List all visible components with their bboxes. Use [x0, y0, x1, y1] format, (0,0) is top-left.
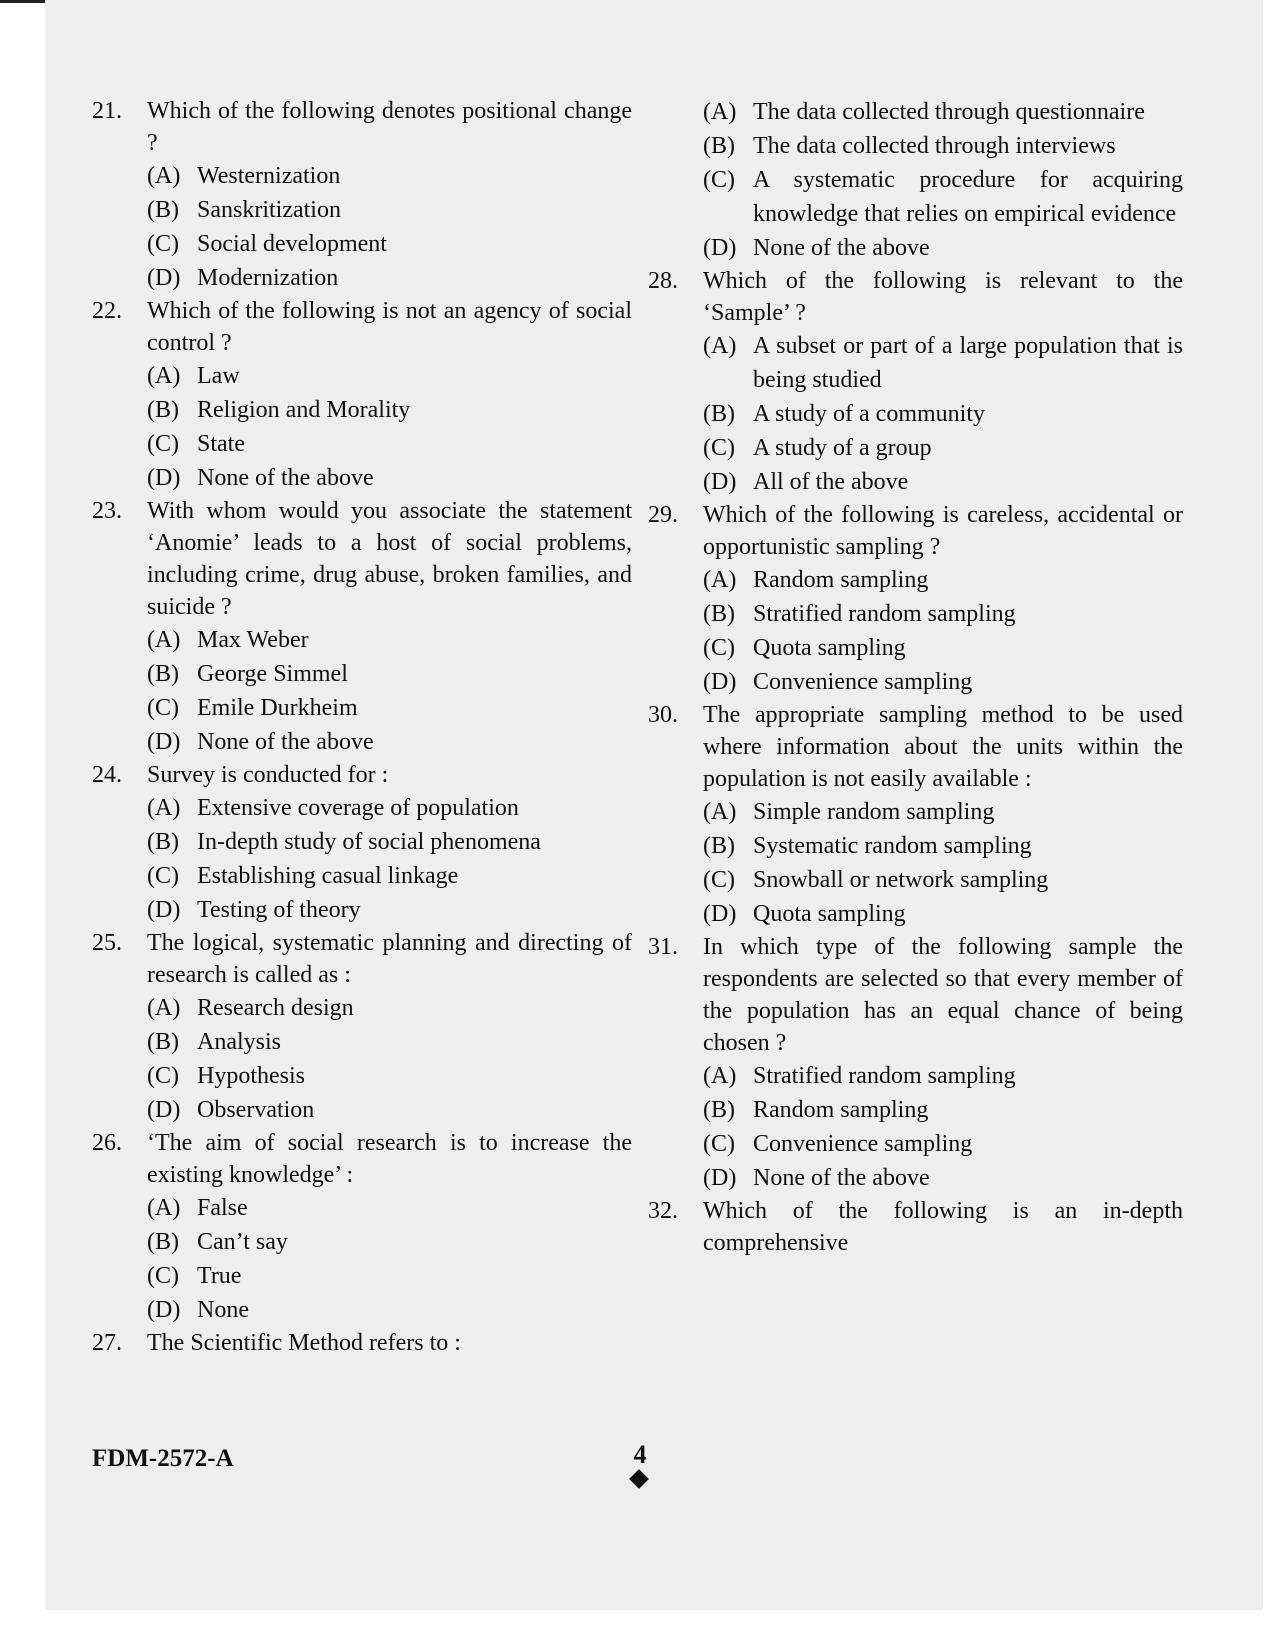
option-text: A systematic procedure for acquiring knowledge that relies on empirical evidence: [753, 167, 1183, 227]
question-stem: [92, 495, 632, 623]
question-number: 27.: [92, 1330, 122, 1356]
option-label: (A): [703, 1063, 737, 1089]
question-stem: [648, 699, 1183, 795]
answer-option: [648, 1127, 1183, 1161]
answer-option: [648, 863, 1183, 897]
option-label: (A): [147, 627, 181, 653]
answer-option: [648, 95, 1183, 129]
answer-option: [648, 1161, 1183, 1195]
option-text: False: [197, 1195, 248, 1221]
option-text: Random sampling: [753, 1097, 929, 1123]
answer-option: [92, 991, 632, 1025]
answer-option: [648, 329, 1183, 397]
question-block: [648, 265, 1183, 499]
option-label: (B): [703, 401, 735, 427]
question-stem: [92, 1327, 632, 1359]
answer-option: [648, 129, 1183, 163]
question-text: Which of the following denotes positional change ?: [147, 98, 632, 156]
option-label: (D): [703, 235, 737, 261]
question-block: [92, 927, 632, 1127]
option-label: (B): [147, 1029, 179, 1055]
answer-option: [92, 1225, 632, 1259]
question-text: In which type of the following sample the respondents are selected so that every member of the population has an equal chance of being chosen ?: [703, 934, 1183, 1056]
option-label: (C): [147, 1263, 179, 1289]
option-label: (D): [147, 1097, 181, 1123]
question-text: ‘The aim of social research is to increase the existing knowledge’ :: [147, 1130, 632, 1188]
question-block: [92, 495, 632, 759]
answer-option: [648, 1059, 1183, 1093]
option-text: None: [197, 1297, 249, 1323]
answer-option: [92, 725, 632, 759]
answer-option: [92, 791, 632, 825]
option-text: Snowball or network sampling: [753, 867, 1049, 893]
option-text: A study of a group: [753, 435, 932, 461]
question-number: 30.: [648, 702, 678, 728]
question-stem: [92, 1127, 632, 1191]
question-stem: [648, 499, 1183, 563]
option-label: (A): [703, 799, 737, 825]
question-text: Which of the following is relevant to the ‘Sample’ ?: [703, 268, 1183, 326]
option-label: (D): [147, 729, 181, 755]
option-label: (B): [147, 1229, 179, 1255]
option-text: None of the above: [753, 1165, 930, 1191]
option-label: (D): [703, 669, 737, 695]
option-label: (C): [703, 867, 735, 893]
question-text: With whom would you associate the statement ‘Anomie’ leads to a host of social problems, including crime, drug abuse, broken families, and suicide ?: [147, 498, 632, 620]
option-text: Stratified random sampling: [753, 1063, 1016, 1089]
question-block: [648, 1195, 1183, 1259]
option-label: (C): [147, 695, 179, 721]
option-text: George Simmel: [197, 661, 348, 687]
option-label: (A): [703, 99, 737, 125]
question-stem: [92, 295, 632, 359]
option-text: None of the above: [197, 465, 374, 491]
question-block: [92, 1127, 632, 1327]
option-text: Research design: [197, 995, 354, 1021]
option-text: Hypothesis: [197, 1063, 305, 1089]
answer-option: [648, 897, 1183, 931]
question-block: [648, 931, 1183, 1195]
question-number: 21.: [92, 98, 122, 124]
answer-option: [648, 631, 1183, 665]
option-label: (D): [703, 901, 737, 927]
question-number: 22.: [92, 298, 122, 324]
answer-option: [92, 461, 632, 495]
option-text: Random sampling: [753, 567, 929, 593]
answer-option: [92, 227, 632, 261]
question-stem: [648, 265, 1183, 329]
option-label: (D): [147, 265, 181, 291]
left-column: [92, 95, 632, 1359]
answer-option: [648, 465, 1183, 499]
option-text: Simple random sampling: [753, 799, 995, 825]
answer-option: [648, 231, 1183, 265]
answer-option: [648, 795, 1183, 829]
option-text: Observation: [197, 1097, 315, 1123]
question-block: [92, 759, 632, 927]
question-stem: [92, 927, 632, 991]
question-text: Survey is conducted for :: [147, 762, 389, 788]
right-column: [648, 95, 1183, 1259]
answer-option: [92, 1025, 632, 1059]
option-text: Westernization: [197, 163, 341, 189]
option-text: Sanskritization: [197, 197, 341, 223]
question-text: Which of the following is careless, accidental or opportunistic sampling ?: [703, 502, 1183, 560]
option-label: (D): [147, 897, 181, 923]
option-label: (A): [147, 795, 181, 821]
answer-option: [648, 397, 1183, 431]
option-text: The data collected through questionnaire: [753, 99, 1145, 125]
option-text: Extensive coverage of population: [197, 795, 519, 821]
question-text: The appropriate sampling method to be used where information about the units within the population is not easily available :: [703, 702, 1183, 792]
option-label: (C): [147, 431, 179, 457]
question-block: [648, 95, 1183, 265]
option-text: Stratified random sampling: [753, 601, 1016, 627]
paper-code: FDM-2572-A: [92, 1445, 234, 1472]
answer-option: [92, 393, 632, 427]
option-text: True: [197, 1263, 242, 1289]
question-text: The logical, systematic planning and directing of research is called as :: [147, 930, 632, 988]
question-number: 32.: [648, 1198, 678, 1224]
option-text: Can’t say: [197, 1229, 288, 1255]
option-text: All of the above: [753, 469, 909, 495]
answer-option: [648, 563, 1183, 597]
option-text: State: [197, 431, 245, 457]
question-block: [92, 1327, 632, 1359]
option-text: Testing of theory: [197, 897, 361, 923]
answer-option: [92, 623, 632, 657]
answer-option: [648, 597, 1183, 631]
option-label: (C): [703, 167, 735, 193]
answer-option: [92, 261, 632, 295]
option-label: (A): [147, 363, 181, 389]
question-stem: [648, 931, 1183, 1059]
option-text: Quota sampling: [753, 635, 906, 661]
option-text: Emile Durkheim: [197, 695, 358, 721]
answer-option: [648, 431, 1183, 465]
answer-option: [92, 691, 632, 725]
question-block: [648, 499, 1183, 699]
option-text: Law: [197, 363, 240, 389]
answer-option: [92, 1093, 632, 1127]
question-number: 31.: [648, 934, 678, 960]
option-label: (C): [147, 1063, 179, 1089]
option-text: None of the above: [197, 729, 374, 755]
question-text: Which of the following is an in-depth comprehensive: [703, 1198, 1183, 1256]
option-label: (C): [703, 1131, 735, 1157]
option-text: Social development: [197, 231, 387, 257]
answer-option: [92, 1259, 632, 1293]
option-label: (B): [147, 397, 179, 423]
option-label: (D): [147, 465, 181, 491]
question-number: 23.: [92, 498, 122, 524]
option-text: Quota sampling: [753, 901, 906, 927]
option-text: Convenience sampling: [753, 669, 973, 695]
option-text: A study of a community: [753, 401, 985, 427]
page-number: 4: [633, 1440, 647, 1469]
answer-option: [648, 665, 1183, 699]
question-stem: [648, 1195, 1183, 1259]
option-label: (D): [147, 1297, 181, 1323]
question-block: [92, 95, 632, 295]
question-number: 28.: [648, 268, 678, 294]
answer-option: [92, 159, 632, 193]
option-text: Establishing casual linkage: [197, 863, 459, 889]
answer-option: [648, 829, 1183, 863]
question-number: 29.: [648, 502, 678, 528]
option-text: Religion and Morality: [197, 397, 411, 423]
answer-option: [92, 1059, 632, 1093]
option-label: (C): [703, 435, 735, 461]
question-stem: [92, 759, 632, 791]
option-text: Systematic random sampling: [753, 833, 1032, 859]
answer-option: [92, 359, 632, 393]
option-label: (B): [703, 601, 735, 627]
answer-option: [92, 657, 632, 691]
option-label: (A): [703, 333, 737, 359]
option-label: (C): [147, 231, 179, 257]
option-text: Analysis: [197, 1029, 281, 1055]
option-text: In-depth study of social phenomena: [197, 829, 541, 855]
option-label: (B): [703, 1097, 735, 1123]
answer-option: [92, 193, 632, 227]
option-label: (A): [147, 163, 181, 189]
question-number: 24.: [92, 762, 122, 788]
option-label: (B): [147, 661, 179, 687]
option-label: (B): [147, 829, 179, 855]
option-text: The data collected through interviews: [753, 133, 1116, 159]
answer-option: [92, 859, 632, 893]
answer-option: [92, 1293, 632, 1327]
question-text: The Scientific Method refers to :: [147, 1330, 461, 1356]
option-label: (B): [147, 197, 179, 223]
answer-option: [648, 163, 1183, 231]
question-number: 26.: [92, 1130, 122, 1156]
option-label: (C): [147, 863, 179, 889]
option-label: (A): [147, 1195, 181, 1221]
answer-option: [92, 1191, 632, 1225]
answer-option: [92, 427, 632, 461]
option-label: (B): [703, 133, 735, 159]
question-block: [92, 295, 632, 495]
option-text: Modernization: [197, 265, 339, 291]
question-block: [648, 699, 1183, 931]
option-label: (A): [703, 567, 737, 593]
option-label: (A): [147, 995, 181, 1021]
question-stem: [92, 95, 632, 159]
scan-edge-line: [0, 0, 45, 3]
option-text: None of the above: [753, 235, 930, 261]
answer-option: [92, 893, 632, 927]
question-number: 25.: [92, 930, 122, 956]
answer-option: [92, 825, 632, 859]
answer-option: [648, 1093, 1183, 1127]
option-text: Max Weber: [197, 627, 309, 653]
question-text: Which of the following is not an agency of social control ?: [147, 298, 632, 356]
option-text: A subset or part of a large population that is being studied: [753, 333, 1183, 393]
option-text: Convenience sampling: [753, 1131, 973, 1157]
option-label: (D): [703, 1165, 737, 1191]
option-label: (B): [703, 833, 735, 859]
option-label: (D): [703, 469, 737, 495]
option-label: (C): [703, 635, 735, 661]
